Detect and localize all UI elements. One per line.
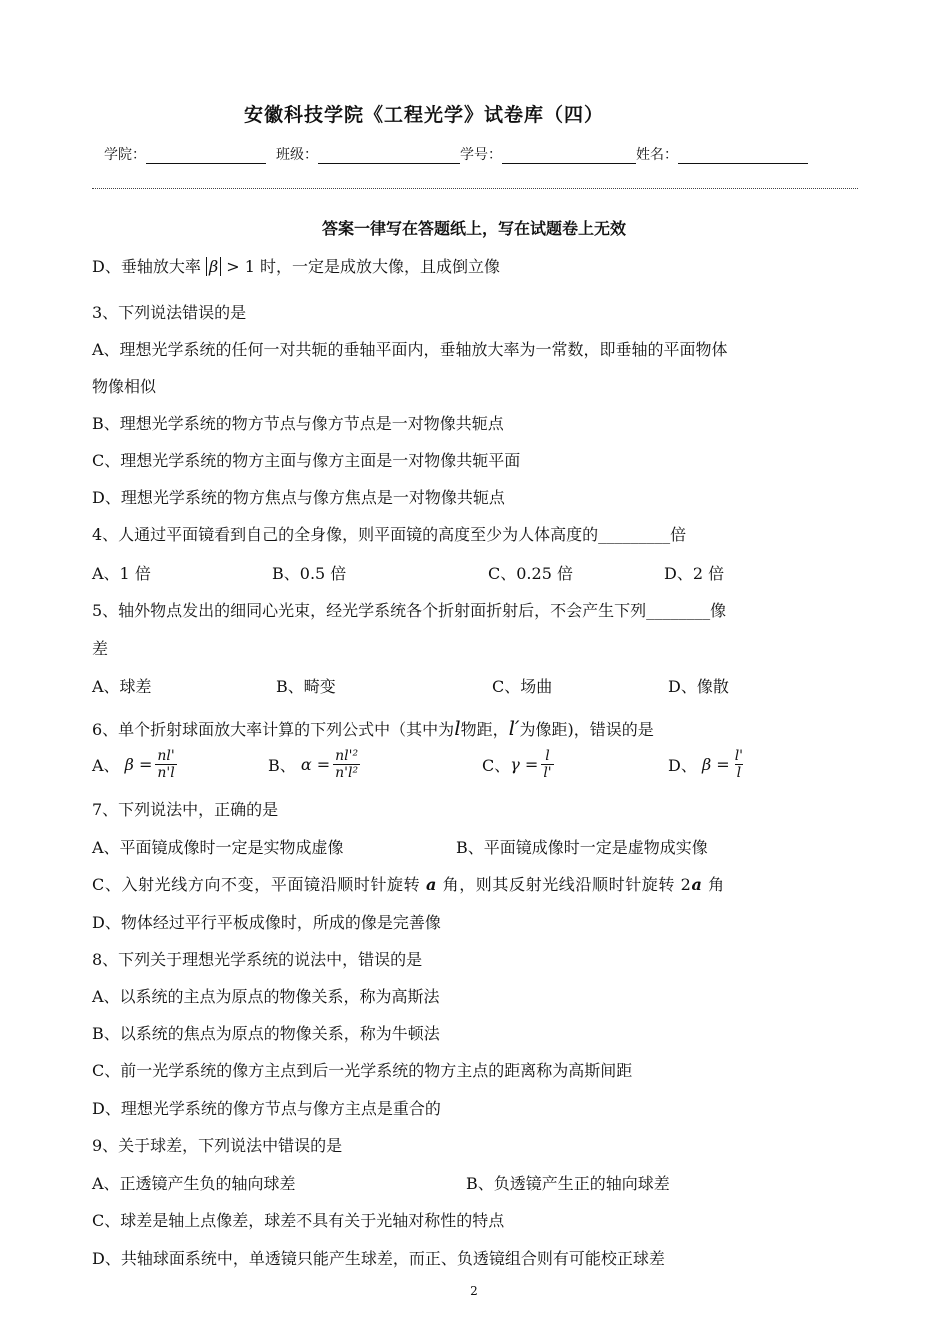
q6-c-lhs: γ =: [510, 755, 539, 774]
q9-option-c: C、球差是轴上点像差，球差不具有关于光轴对称性的特点: [92, 1211, 505, 1230]
q6-b-label: B、: [268, 756, 296, 775]
q3-stem: 3、下列说法错误的是: [92, 303, 247, 322]
q7-c-text: C、入射光线方向不变，平面镜沿顺时针旋转: [92, 875, 421, 894]
q6-symbol-l-prime: l′: [508, 716, 520, 740]
q7-c-angle: a: [425, 875, 437, 894]
q8-option-b: B、以系统的焦点为原点的物像关系，称为牛顿法: [92, 1024, 440, 1043]
q6-a-label: A、: [92, 756, 120, 775]
q3-option-a: A、理想光学系统的任何一对共轭的垂轴平面内，垂轴放大率为一常数，即垂轴的平面物体: [92, 340, 728, 359]
student-id-blank[interactable]: [502, 149, 636, 164]
q7-option-b: B、平面镜成像时一定是虚物成实像: [456, 838, 708, 857]
q9-option-d: D、共轴球面系统中，单透镜只能产生球差，而正、负透镜组合则有可能校正球差: [92, 1249, 665, 1268]
q6-c-numerator: l: [545, 748, 550, 764]
answer-notice: 答案一律写在答题纸上，写在试题卷上无效: [321, 219, 626, 238]
q6-stem: [92, 716, 862, 740]
page-number: 2: [470, 1284, 478, 1298]
q3-option-b: B、理想光学系统的物方节点与像方节点是一对物像共轭点: [92, 414, 504, 433]
q4-option-c: C、0.25 倍: [488, 564, 573, 583]
q3-option-d: D、理想光学系统的物方焦点与像方焦点是一对物像共轭点: [92, 488, 505, 507]
q7-stem: 7、下列说法中，正确的是: [92, 800, 279, 819]
q5-option-b: B、畸变: [276, 677, 336, 696]
q6-b-denominator: n'l²: [335, 765, 359, 781]
beta-abs: β: [206, 257, 221, 276]
q9-option-b: B、负透镜产生正的轴向球差: [466, 1174, 670, 1193]
q7-option-a: A、平面镜成像时一定是实物成虚像: [92, 838, 344, 857]
q6-stem-text: 6、单个折射球面放大率计算的下列公式中（其中为: [92, 720, 455, 739]
q2-option-d: [92, 254, 862, 277]
exam-title: 安徽科技学院《工程光学》试卷库（四）: [243, 104, 604, 126]
q6-c-denominator: l': [543, 765, 552, 781]
q6-symbol-l: l: [454, 716, 461, 740]
q8-option-d: D、理想光学系统的像方节点与像方主点是重合的: [92, 1099, 441, 1118]
q6-d-label: D、: [668, 756, 697, 775]
dotted-divider: [92, 188, 858, 189]
class-blank[interactable]: [318, 149, 460, 164]
q6-a-lhs: β =: [124, 755, 153, 774]
q7-c-mid: 角，则其反射光线沿顺时针旋转 2: [442, 875, 692, 894]
class-label: 班级：: [276, 147, 318, 163]
q9-option-a: A、正透镜产生负的轴向球差: [92, 1174, 296, 1193]
q5-stem: 5、轴外物点发出的细同心光束，经光学系统各个折射面折射后，不会产生下列________像: [92, 601, 727, 620]
college-blank[interactable]: [146, 149, 266, 164]
name-label: 姓名：: [636, 147, 678, 163]
q6-option-d: [668, 748, 745, 781]
q2-option-d-rest: > 1 时，一定是成放大像，且成倒立像: [226, 257, 501, 276]
q4-stem: 4、人通过平面镜看到自己的全身像，则平面镜的高度至少为人体高度的_________倍: [92, 525, 687, 544]
q6-d-lhs: β =: [701, 755, 730, 774]
student-info-row: [104, 144, 859, 164]
q4-option-a: A、1 倍: [92, 564, 151, 583]
q7-c-angle-2: a: [691, 875, 703, 894]
q5-option-d: D、像散: [668, 677, 729, 696]
q4-option-d: D、2 倍: [664, 564, 725, 583]
q3-option-c: C、理想光学系统的物方主面与像方主面是一对物像共轭平面: [92, 451, 521, 470]
student-id-label: 学号：: [460, 147, 502, 163]
college-label: 学院：: [104, 147, 146, 163]
q6-option-c: [482, 748, 554, 781]
q6-c-label: C、: [482, 756, 511, 775]
q6-a-numerator: nl': [157, 748, 175, 764]
q8-option-a: A、以系统的主点为原点的物像关系，称为高斯法: [92, 987, 440, 1006]
q7-option-d: D、物体经过平行平板成像时，所成的像是完善像: [92, 913, 441, 932]
q6-d-numerator: l': [734, 748, 744, 764]
q7-option-c: [92, 872, 862, 895]
q4-option-b: B、0.5 倍: [272, 564, 347, 583]
name-blank[interactable]: [678, 149, 808, 164]
q8-stem: 8、下列关于理想光学系统的说法中，错误的是: [92, 950, 423, 969]
q6-stem-mid: 物距，: [460, 720, 509, 739]
q3-option-a-cont: 物像相似: [92, 377, 157, 396]
q6-b-lhs: α =: [300, 755, 331, 774]
q5-option-a: A、球差: [92, 677, 152, 696]
q8-option-c: C、前一光学系统的像方主点到后一光学系统的物方主点的距离称为高斯间距: [92, 1061, 633, 1080]
q6-option-b: [268, 748, 360, 781]
q9-stem: 9、关于球差，下列说法中错误的是: [92, 1136, 343, 1155]
q7-c-end: 角: [708, 875, 725, 894]
q6-option-a: [92, 748, 177, 781]
q6-stem-end: 为像距)，错误的是: [519, 720, 654, 739]
q5-stem-cont: 差: [92, 639, 109, 658]
q2-option-d-text: D、垂轴放大率: [92, 257, 201, 276]
q6-b-numerator: nl'²: [335, 748, 359, 764]
q6-a-denominator: n'l: [157, 765, 175, 781]
q5-option-c: C、场曲: [492, 677, 553, 696]
q6-d-denominator: l: [736, 765, 742, 781]
